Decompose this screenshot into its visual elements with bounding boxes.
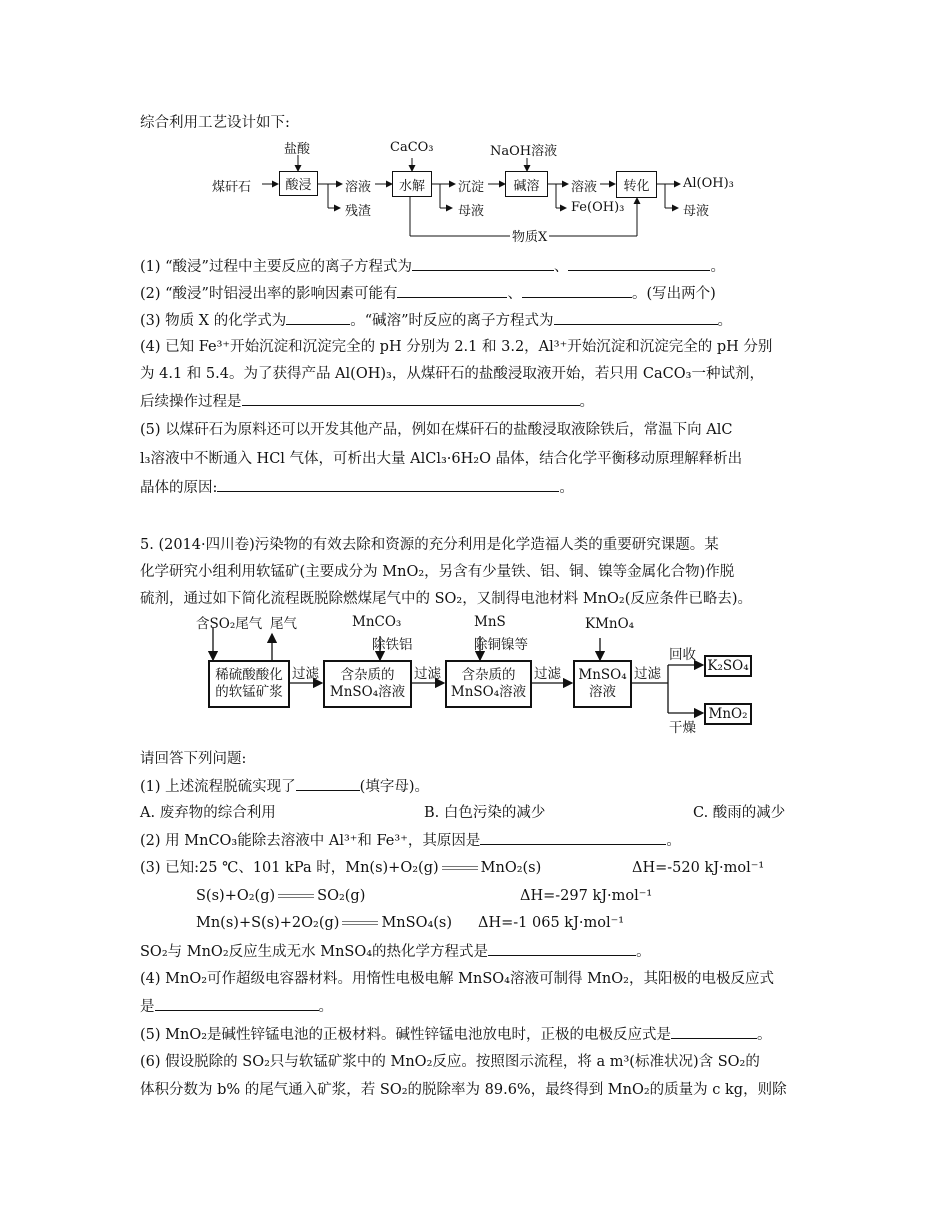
q5-part6-line1: (6) 假设脱除的 SO₂只与软锰矿浆中的 MnO₂反应。按照图示流程，将 a m³(标准状况)含 SO₂的: [140, 1054, 760, 1070]
label-feoh3: Fe(OH)₃: [571, 200, 625, 215]
equilibrium-sign: [278, 894, 314, 898]
label-product-aloh3: Al(OH)₃: [683, 176, 734, 191]
q5-part1: (1) 上述流程脱硫实现了 (填字母)。: [140, 776, 429, 797]
label-filter-3: 过滤: [534, 666, 561, 682]
note-remove-cu-ni: 除铜镍等: [474, 637, 528, 653]
option-b[interactable]: B. 白色污染的减少: [424, 805, 546, 821]
q5-part2: (2) 用 MnCO₃能除去溶液中 Al³⁺和 Fe³⁺，其原因是 。: [140, 830, 681, 851]
answer-blank[interactable]: [671, 1024, 757, 1039]
equilibrium-sign: [342, 921, 378, 925]
q4-part5-line1: (5) 以煤矸石为原料还可以开发其他产品，例如在煤矸石的盐酸浸取液除铁后，常温下向 AlC: [140, 422, 733, 438]
q5-part3-eq2: S(s)+O₂(g) SO₂(g): [196, 888, 366, 904]
label-residue: 残渣: [345, 204, 372, 219]
answer-blank[interactable]: [488, 941, 636, 956]
q4-part2: (2) “酸浸”时铝浸出率的影响因素可能有 、 。(写出两个): [140, 283, 716, 304]
reagent-caco3: CaCO₃: [390, 140, 434, 155]
q5-part3-eq1: (3) 已知:25 ℃、101 kPa 时，Mn(s)+O₂(g) MnO₂(s): [140, 860, 542, 876]
answers-prompt: 请回答下列问题:: [140, 751, 247, 767]
label-recover: 回收: [669, 647, 696, 663]
label-filter-1: 过滤: [292, 666, 319, 682]
q5-part5: (5) MnO₂是碱性锌锰电池的正极材料。碱性锌锰电池放电时，正极的电极反应式是 。: [140, 1024, 772, 1045]
q4-part4-line3: 后续操作过程是 。: [140, 391, 594, 412]
option-c[interactable]: C. 酸雨的减少: [693, 805, 786, 821]
box-impure-mnso4-1: 含杂质的 MnSO₄溶液: [323, 660, 412, 708]
answer-blank[interactable]: [480, 830, 666, 845]
dh1: ΔH=-520 kJ·mol⁻¹: [632, 860, 765, 876]
answer-blank[interactable]: [296, 776, 360, 791]
q5-part4-line2: 是 。: [140, 996, 333, 1017]
label-filter-2: 过滤: [414, 666, 441, 682]
label-dry: 干燥: [669, 720, 696, 736]
reagent-hcl: 盐酸: [284, 142, 311, 157]
box-acid-leach: 酸浸: [279, 171, 318, 196]
label-filter-4: 过滤: [634, 666, 661, 682]
box-impure-mnso4-2: 含杂质的 MnSO₄溶液: [445, 660, 532, 708]
label-tail-gas: 尾气: [270, 616, 297, 632]
answer-blank[interactable]: [155, 996, 319, 1011]
note-remove-fe-al: 除铁铝: [372, 637, 413, 653]
q5-part3-tail: SO₂与 MnO₂反应生成无水 MnSO₄的热化学方程式是 。: [140, 941, 651, 962]
input-coal-gangue: 煤矸石: [212, 180, 252, 195]
label-mother-liquor-1: 母液: [458, 204, 485, 219]
box-mnso4-solution: MnSO₄ 溶液: [573, 660, 632, 708]
box-k2so4: K₂SO₄: [704, 655, 752, 677]
dh2: ΔH=-297 kJ·mol⁻¹: [520, 888, 653, 904]
q4-part1: (1) “酸浸”过程中主要反应的离子方程式为 、 。: [140, 256, 725, 277]
reagent-naoh: NaOH溶液: [490, 144, 558, 159]
label-mother-liquor-2: 母液: [683, 204, 710, 219]
q5-stem-line2: 化学研究小组利用软锰矿(主要成分为 MnO₂，另含有少量铁、铝、铜、镍等金属化合物)作脱: [140, 564, 735, 580]
q4-part4-line2: 为 4.1 和 5.4。为了获得产品 Al(OH)₃，从煤矸石的盐酸浸取液开始，若只用 CaCO₃一种试剂，: [140, 366, 764, 382]
intro-text: 综合利用工艺设计如下:: [140, 115, 290, 131]
reagent-mnco3: MnCO₃: [352, 614, 402, 630]
label-solution: 溶液: [345, 180, 372, 195]
q5-part6-line2: 体积分数为 b% 的尾气通入矿浆，若 SO₂的脱除率为 89.6%，最终得到 MnO₂的质量为 c kg，则除: [140, 1082, 787, 1098]
q5-part3-eq3: Mn(s)+S(s)+2O₂(g) MnSO₄(s): [196, 915, 453, 931]
box-alkali-dissolve: 碱溶: [505, 171, 548, 197]
box-acidified-slurry: 稀硫酸酸化 的软锰矿浆: [208, 660, 290, 708]
q5-stem-line3: 硫剂，通过如下简化流程既脱除燃煤尾气中的 SO₂，又制得电池材料 MnO₂(反应条件已略去)。: [140, 591, 753, 607]
equilibrium-sign: [442, 866, 478, 870]
q4-part5-line2: l₃溶液中不断通入 HCl 气体，可析出大量 AlCl₃·6H₂O 晶体，结合化学平衡移动原理解释析出: [140, 451, 743, 467]
q5-part4-line1: (4) MnO₂可作超级电容器材料。用惰性电极电解 MnSO₄溶液可制得 MnO₂，其阳极的电极反应式: [140, 971, 774, 987]
box-convert: 转化: [616, 171, 657, 198]
q4-part5-line3: 晶体的原因: 。: [140, 477, 574, 498]
reagent-kmno4: KMnO₄: [585, 616, 635, 632]
label-precipitate: 沉淀: [458, 180, 485, 195]
dh3: ΔH=-1 065 kJ·mol⁻¹: [478, 915, 625, 931]
box-hydrolysis: 水解: [392, 171, 432, 197]
reagent-mns: MnS: [474, 614, 506, 630]
label-solution-2: 溶液: [571, 180, 598, 195]
option-a[interactable]: A. 废弃物的综合利用: [140, 805, 276, 821]
label-so2-tail-gas: 含SO₂尾气: [196, 616, 263, 632]
q5-stem-line1: 5. (2014·四川卷)污染物的有效去除和资源的充分利用是化学造福人类的重要研究课题。某: [140, 537, 719, 553]
box-mno2: MnO₂: [704, 703, 752, 725]
label-substance-x: 物质X: [510, 226, 549, 245]
q4-part4-line1: (4) 已知 Fe³⁺开始沉淀和沉淀完全的 pH 分别为 2.1 和 3.2，Al³⁺开始沉淀和沉淀完全的 pH 分别: [140, 339, 773, 355]
q4-part3: (3) 物质 X 的化学式为 。“碱溶”时反应的离子方程式为 。: [140, 310, 732, 331]
